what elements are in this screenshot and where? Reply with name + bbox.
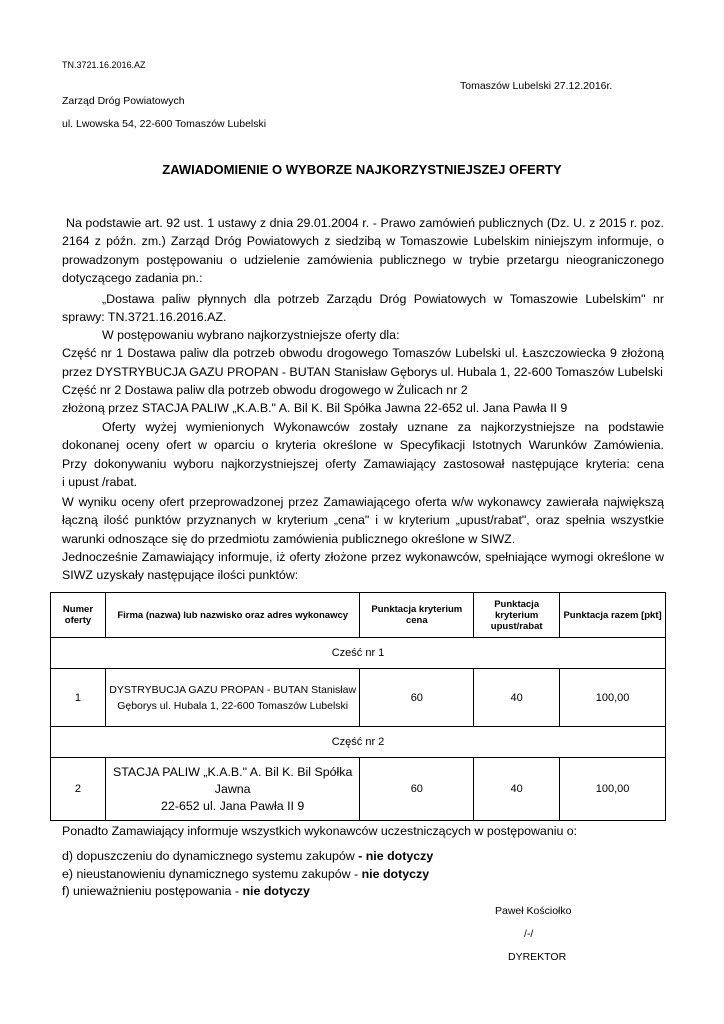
part-1-label: Cześć nr 1 [51, 638, 666, 669]
part-2-label: Część nr 2 [51, 727, 666, 758]
paragraph-selected-offers [62, 326, 664, 417]
text-line: 2164 z późn. zm.) Zarząd Dróg Powiatowych z siedzibą w Tomaszowie Lubelskim niniejszym informuje, o [62, 234, 664, 249]
header-number: Numer oferty [51, 593, 106, 638]
closing-item-status: nie dotyczy [361, 866, 430, 881]
text-line: W postępowaniu wybrano najkorzystniejsze oferty dla: [102, 328, 400, 342]
closing-item-text: f) unieważnieniu postępowania - [62, 884, 243, 898]
place-date: Tomaszów Lubelski 27.12.2016r. [460, 80, 613, 92]
text-line: i upust /rabat. [62, 474, 138, 489]
offer-number: 1 [51, 669, 106, 727]
scores-table [50, 592, 666, 821]
org-name: Zarząd Dróg Powiatowych [62, 95, 185, 107]
closing-item [62, 883, 433, 901]
text-line: sprawy: TN.3721.16.2016.AZ. [62, 310, 227, 325]
signatory-name: Paweł Kościołko [495, 905, 572, 917]
closing-item-text: e) nieustanowieniu dynamicznego systemu zakupów - [62, 866, 362, 881]
text-line: Część nr 1 Dostawa paliw dla potrzeb obwodu drogowego Tomaszów Lubelski ul. Łaszczowiecka 9 złożoną [62, 346, 664, 361]
firm-line: DYSTRYBUCJA GAZU PROPAN - BUTAN Stanisław [109, 683, 357, 696]
firm-line: Gęborys ul. Hubala 1, 22-600 Tomaszów Lubelski [117, 699, 349, 712]
offer-number: 2 [51, 758, 106, 821]
offer-price-score: 60 [360, 758, 474, 821]
signatory-role: DYREKTOR [508, 951, 567, 963]
text-line: „Dostawa paliw płynnych dla potrzeb Zarządu Dróg Powiatowych w Tomaszowie Lubelskim" nr [102, 292, 664, 306]
table-header-row [51, 593, 666, 638]
signature-mark: /-/ [524, 928, 534, 940]
closing-item-status: - nie dotyczy [358, 849, 434, 863]
header-total: Punktacja razem [pkt] [560, 593, 666, 638]
header-firm: Firma (nazwa) lub nazwisko oraz adres wykonawcy [105, 593, 359, 638]
table-part-row [51, 638, 666, 669]
text-line: Część nr 2 Dostawa paliw dla potrzeb obwodu drogowego w Żulicach nr 2 [62, 382, 468, 397]
closing-item [62, 866, 433, 884]
text-line: Oferty wyżej wymienionych Wykonawców zostały uznane za najkorzystniejsze na podstawie [102, 420, 664, 434]
offer-total-score: 100,00 [560, 669, 666, 727]
text-line: Jednocześnie Zamawiający informuje, iż oferty złożone przez wykonawców, spełniające wymogi określone w [62, 549, 664, 564]
text-line: złożoną przez STACJA PALIW „K.A.B." A. Bil K. Bil Spółka Jawna 22-652 ul. Jana Pawła II 9 [62, 401, 568, 416]
org-address: ul. Lwowska 54, 22-600 Tomaszów Lubelski [62, 118, 267, 130]
document-title: ZAWIADOMIENIE O WYBORZE NAJKORZYSTNIEJSZEJ OFERTY [162, 162, 562, 177]
text-line: łączną ilość punktów przyznanych w kryterium „cena" i w kryterium „upust/rabat", oraz spełnia wszystkie [62, 513, 664, 528]
header-price: Punktacja kryterium cena [360, 593, 474, 638]
text-line: SIWZ uzyskały następujące ilości punktów: [62, 568, 299, 583]
header-discount: Punktacja kryterium upust/rabat [474, 593, 560, 638]
text-line: warunki odnoszące się do przedmiotu zamówienia publicznego określone w SIWZ. [62, 531, 516, 546]
closing-list [62, 848, 433, 901]
text-line: W wyniku oceny ofert przeprowadzonej przez Zamawiającego oferta w/w wykonawcy zawierała największą [62, 495, 664, 509]
closing-item-text: d) dopuszczeniu do dynamicznego systemu zakupów [62, 849, 359, 863]
firm-line: STACJA PALIW „K.A.B." A. Bil K. Bil Spółka Jawna [112, 764, 353, 796]
text-line: dokonanej oceny ofert w oparciu o kryteria określone w Specyfikacji Istotnych Warunków Zamówienia. [62, 438, 664, 453]
text-line: prowadzonym postępowaniu o udzielenie zamówienia publicznego w trybie przetargu nieograniczonego [62, 252, 664, 267]
offer-total-score: 100,00 [560, 758, 666, 821]
table-part-row [51, 727, 666, 758]
offer-discount-score: 40 [474, 758, 560, 821]
text-line: Na podstawie art. 92 ust. 1 ustawy z dnia 29.01.2004 r. - Prawo zamówień publicznych (Dz. U. z 2015 r. poz. [66, 216, 664, 230]
firm-line: 22-652 ul. Jana Pawła II 9 [161, 798, 305, 813]
paragraph-evaluation [62, 418, 664, 491]
paragraph-result [62, 493, 664, 584]
paragraph-task-name [62, 290, 664, 327]
text-line: przez DYSTRYBUCJA GAZU PROPAN - BUTAN Stanisław Gęborys ul. Hubala 1, 22-600 Tomaszów Lubelski [62, 364, 663, 379]
text-line: dotyczącego zadania pn.: [62, 270, 203, 285]
text-line: Przy dokonywaniu wyboru najkorzystniejszej oferty Zamawiający zastosował następujące kryteria: cena [62, 456, 664, 471]
paragraph-legal-basis [62, 214, 664, 287]
reference-number: TN.3721.16.2016.AZ [62, 60, 146, 70]
offer-price-score: 60 [360, 669, 474, 727]
closing-item-status: nie dotyczy [242, 884, 310, 898]
closing-intro: Ponadto Zamawiający informuje wszystkich wykonawców uczestniczących w postępowaniu o: [62, 824, 578, 838]
offer-firm [105, 669, 359, 727]
table-row [51, 758, 666, 821]
table-row [51, 669, 666, 727]
offer-firm [105, 758, 359, 821]
closing-item [62, 848, 433, 866]
offer-discount-score: 40 [474, 669, 560, 727]
